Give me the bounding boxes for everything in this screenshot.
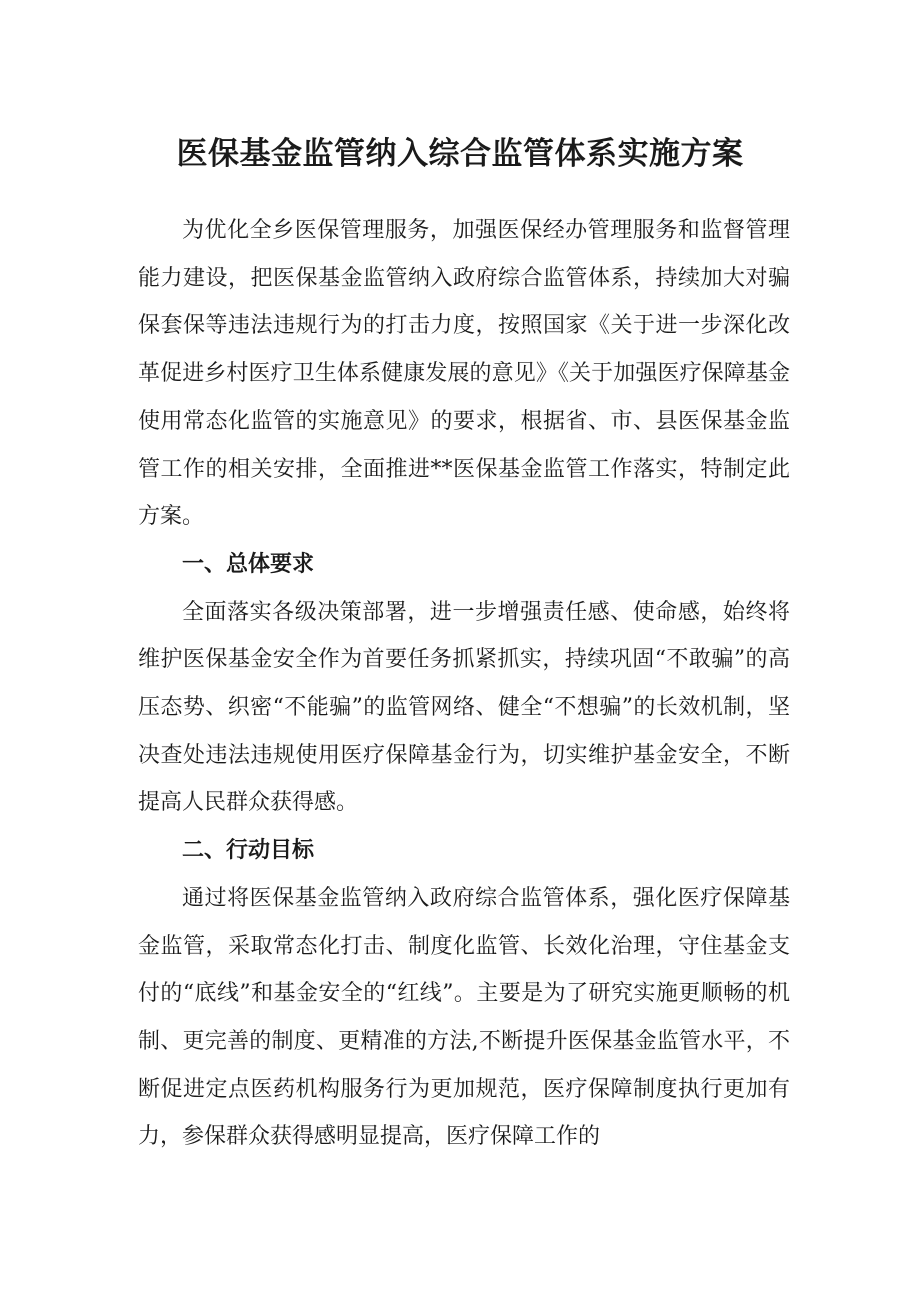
section-paragraph-action-goals: 通过将医保基金监管纳入政府综合监管体系，强化医疗保障基金监管，采取常态化打击、制度化监管、长效化治理，守住基金支付的“底线”和基金安全的“红线”。主要是为了研究实施更顺畅的机制、更完善的制度、更精准的方法,不断提升医保基金监管水平，不断促进定点医药机构服务行为更加规范，医疗保障制度执行更加有力，参保群众获得感明显提高，医疗保障工作的 xyxy=(138,885,790,1150)
section-paragraph-general-requirements: 全面落实各级决策部署，进一步增强责任感、使命感，始终将维护医保基金安全作为首要任务抓紧抓实，持续巩固“不敢骗”的高压态势、织密“不能骗”的监管网络、健全“不想骗”的长效机制，坚决查处违法违规使用医疗保障基金行为，切实维护基金安全，不断提高人民群众获得感。 xyxy=(138,599,790,816)
intro-paragraph: 为优化全乡医保管理服务，加强医保经办管理服务和监督管理能力建设，把医保基金监管纳入政府综合监管体系，持续加大对骗保套保等违法违规行为的打击力度，按照国家《关于进一步深化改革促进乡村医疗卫生体系健康发展的意见》《关于加强医疗保障基金使用常态化监管的实施意见》的要求，根据省、市、县医保基金监管工作的相关安排，全面推进**医保基金监管工作落实，特制定此方案。 xyxy=(138,218,790,530)
document-title: 医保基金监管纳入综合监管体系实施方案 xyxy=(176,136,744,172)
section-heading-general-requirements: 一、总体要求 xyxy=(182,551,315,577)
section-heading-action-goals: 二、行动目标 xyxy=(182,838,315,864)
document-body xyxy=(138,207,790,1161)
